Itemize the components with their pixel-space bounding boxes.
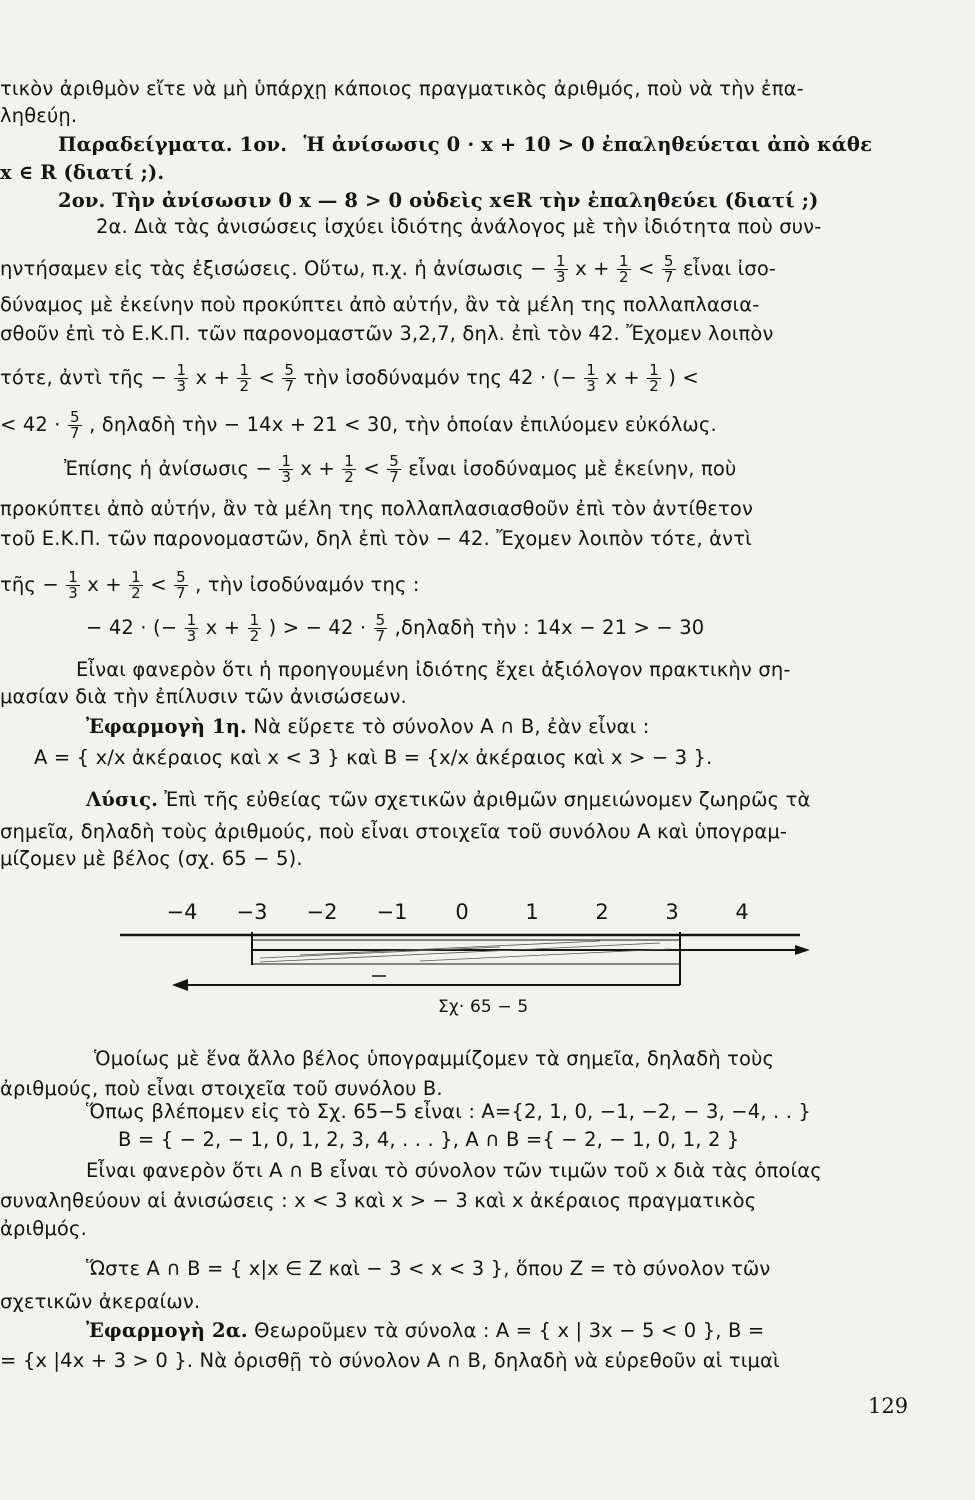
fraction: $\frac{5}{7}$ bbox=[375, 611, 386, 645]
tick-label: 0 bbox=[455, 900, 469, 924]
text-line: τότε, ἀντὶ τῆς − $\frac{1}{3}$ x + $\frac{1}{2}$ < $\frac{5}{7}$ τὴν ἰσοδύναμόν της 42 · (− $\frac{1}{3}$ x + $\frac{1}{2}$ ) < bbox=[0, 361, 699, 395]
text-line: 2ον. Τὴν ἀνίσωσιν 0 x — 8 > 0 οὐδεὶς x∈R τὴν ἐπαληθεύει (διατί ;) bbox=[58, 189, 819, 212]
text-line: 2α. Διὰ τὰς ἀνισώσεις ἰσχύει ἰδιότης ἀνάλογος μὲ τὴν ἰδιότητα ποὺ συν- bbox=[96, 215, 822, 238]
fraction: $\frac{1}{2}$ bbox=[344, 452, 354, 486]
fraction: $\frac{5}{7}$ bbox=[663, 252, 674, 286]
text-line: τῆς − $\frac{1}{3}$ x + $\frac{1}{2}$ < $\frac{5}{7}$ , τὴν ἰσοδύναμόν της : bbox=[0, 568, 420, 602]
text-line: σημεῖα, δηλαδὴ τοὺς ἀριθμούς, ποὺ εἶναι στοιχεῖα τοῦ συνόλου A καὶ ὑπογραμ- bbox=[0, 820, 788, 843]
text-line: ἀριθμός. bbox=[0, 1217, 87, 1240]
text-line: Ἐφαρμογὴ 1η. Νὰ εὕρετε τὸ σύνολον A ∩ B, ἐὰν εἶναι : bbox=[86, 715, 650, 738]
fraction: $\frac{5}{7}$ bbox=[284, 361, 295, 395]
tick-label: −1 bbox=[376, 900, 408, 924]
heading-application-2: Ἐφαρμογὴ 2α. bbox=[86, 1319, 248, 1342]
tick-label: 2 bbox=[595, 900, 609, 924]
fraction: $\frac{5}{7}$ bbox=[389, 452, 399, 486]
text-line: Εἶναι φανερὸν ὅτι A ∩ B εἶναι τὸ σύνολον τῶν τιμῶν τοῦ x διὰ τὰς ὁποίας bbox=[86, 1159, 822, 1182]
text-line: < 42 · $\frac{5}{7}$ , δηλαδὴ τὴν − 14x + 21 < 30, τὴν ὁποίαν ἐπιλύομεν εὐκόλως. bbox=[0, 408, 717, 442]
heading-examples: Παραδείγματα. 1ον. bbox=[58, 133, 288, 156]
text-line: Ἐφαρμογὴ 2α. Θεωροῦμεν τὰ σύνολα : A = { x | 3x − 5 < 0 }, B = bbox=[86, 1319, 765, 1342]
tick-label: −2 bbox=[306, 900, 338, 924]
fraction: $\frac{1}{3}$ bbox=[281, 452, 292, 486]
fraction: $\frac{1}{3}$ bbox=[176, 361, 187, 395]
text-line: τοῦ Ε.Κ.Π. τῶν παρονομαστῶν, δηλ ἐπὶ τὸν − 42. Ἔχομεν λοιπὸν τότε, ἀντὶ bbox=[0, 527, 752, 550]
heading-application-1: Ἐφαρμογὴ 1η. bbox=[86, 715, 247, 738]
text-line: Ἐπίσης ἡ ἀνίσωσις − $\frac{1}{3}$ x + $\frac{1}{2}$ < $\frac{5}{7}$ εἶναι ἰσοδύναμος μὲ ἐκείνην, ποὺ bbox=[64, 452, 737, 486]
text-line: προκύπτει ἀπὸ αὐτήν, ἂν τὰ μέλη της πολλαπλασιασθοῦν ἐπὶ τὸν ἀντίθετον bbox=[0, 497, 754, 520]
heading-solution: Λύσις. bbox=[86, 788, 159, 811]
text-line: ηντήσαμεν εἰς τὰς ἐξισώσεις. Οὕτω, π.χ. ἡ ἀνίσωσις − $\frac{1}{3}$ x + $\frac{1}{2}$ < $\frac{5}{7}$ εἶναι ἰσο- bbox=[0, 252, 777, 286]
text-line: τικὸν ἀριθμὸν εἴτε νὰ μὴ ὑπάρχῃ κάποιος πραγματικὸς ἀριθμός, ποὺ νὰ τὴν ἐπα- bbox=[0, 77, 804, 100]
figure-caption: Σχ· 65 − 5 bbox=[438, 997, 529, 1017]
fraction: $\frac{1}{3}$ bbox=[556, 252, 566, 286]
text-line: Παραδείγματα. 1ον. Ἡ ἀνίσωσις 0 · x + 10 > 0 ἐπαληθεύεται ἀπὸ κάθε bbox=[58, 133, 873, 156]
fraction: $\frac{1}{2}$ bbox=[649, 361, 659, 395]
fraction: $\frac{1}{3}$ bbox=[186, 611, 197, 645]
text-line: Εἶναι φανερὸν ὅτι ἡ προηγουμένη ἰδιότης ἔχει ἀξιόλογον πρακτικὴν ση- bbox=[76, 658, 791, 681]
text-line: ἀριθμούς, ποὺ εἶναι στοιχεῖα τοῦ συνόλου B. bbox=[0, 1077, 443, 1100]
arrow-a-head bbox=[795, 945, 810, 955]
text-line: Ὅπως βλέπομεν εἰς τὸ Σχ. 65−5 εἶναι : A={2, 1, 0, −1, −2, − 3, −4, . . } bbox=[86, 1100, 811, 1123]
page-number: 129 bbox=[868, 1394, 909, 1418]
text-line: − 42 · (− $\frac{1}{3}$ x + $\frac{1}{2}$ ) > − 42 · $\frac{5}{7}$ ,δηλαδὴ τὴν : 14x − 21 > − 30 bbox=[86, 611, 705, 645]
text-line: μασίαν διὰ τὴν ἐπίλυσιν τῶν ἀνισώσεων. bbox=[0, 685, 407, 708]
tick-label: −3 bbox=[236, 900, 268, 924]
fraction: $\frac{1}{2}$ bbox=[619, 252, 629, 286]
fraction: $\frac{1}{3}$ bbox=[586, 361, 596, 395]
tick-label: −4 bbox=[166, 900, 198, 924]
text-line: B = { − 2, − 1, 0, 1, 2, 3, 4, . . . }, A ∩ B ={ − 2, − 1, 0, 1, 2 } bbox=[118, 1128, 740, 1151]
text-line: σχετικῶν ἀκεραίων. bbox=[0, 1290, 201, 1313]
tick-label: 1 bbox=[525, 900, 539, 924]
text-line: δύναμος μὲ ἐκείνην ποὺ προκύπτει ἀπὸ αὐτήν, ἂν τὰ μέλη της πολλαπλασια- bbox=[0, 293, 760, 316]
text-line: Ὁμοίως μὲ ἕνα ἄλλο βέλος ὑπογραμμίζομεν τὰ σημεῖα, δηλαδὴ τοὺς bbox=[94, 1047, 775, 1070]
tick-label: 4 bbox=[735, 900, 749, 924]
fraction: $\frac{5}{7}$ bbox=[70, 408, 80, 442]
text-line: = {x |4x + 3 > 0 }. Νὰ ὁρισθῇ τὸ σύνολον A ∩ B, δηλαδὴ νὰ εὑρεθοῦν αἱ τιμαὶ bbox=[0, 1349, 780, 1372]
text-line: x ∈ R (διατί ;). bbox=[0, 161, 165, 184]
tick-label: 3 bbox=[665, 900, 679, 924]
text-line: A = { x/x ἀκέραιος καὶ x < 3 } καὶ B = {x/x ἀκέραιος καὶ x > − 3 }. bbox=[34, 746, 713, 769]
text-line: σθοῦν ἐπὶ τὸ Ε.Κ.Π. τῶν παρονομαστῶν 3,2,7, δηλ. ἐπὶ τὸν 42. Ἔχομεν λοιπὸν bbox=[0, 322, 774, 345]
intersection-box bbox=[252, 940, 680, 964]
text-line: Λύσις. Ἐπὶ τῆς εὐθείας τῶν σχετικῶν ἀριθμῶν σημειώνομεν ζωηρῶς τὰ bbox=[86, 788, 811, 811]
text-line: ληθεύῃ. bbox=[0, 104, 78, 127]
fraction: $\frac{1}{2}$ bbox=[239, 361, 250, 395]
fraction: $\frac{1}{3}$ bbox=[68, 568, 78, 602]
text-line: Ὥστε A ∩ B = { x|x ∈ Z καὶ − 3 < x < 3 }, ὅπου Z = τὸ σύνολον τῶν bbox=[86, 1257, 771, 1280]
fraction: $\frac{1}{2}$ bbox=[131, 568, 141, 602]
hatching bbox=[260, 941, 670, 962]
text-line: συναληθεύουν αἱ ἀνισώσεις : x < 3 καὶ x > − 3 καὶ x ἀκέραιος πραγματικὸς bbox=[0, 1189, 757, 1212]
fraction: $\frac{5}{7}$ bbox=[176, 568, 186, 602]
text-line: μίζομεν μὲ βέλος (σχ. 65 − 5). bbox=[0, 847, 303, 870]
fraction: $\frac{1}{2}$ bbox=[249, 611, 260, 645]
arrow-b-head bbox=[172, 979, 188, 991]
